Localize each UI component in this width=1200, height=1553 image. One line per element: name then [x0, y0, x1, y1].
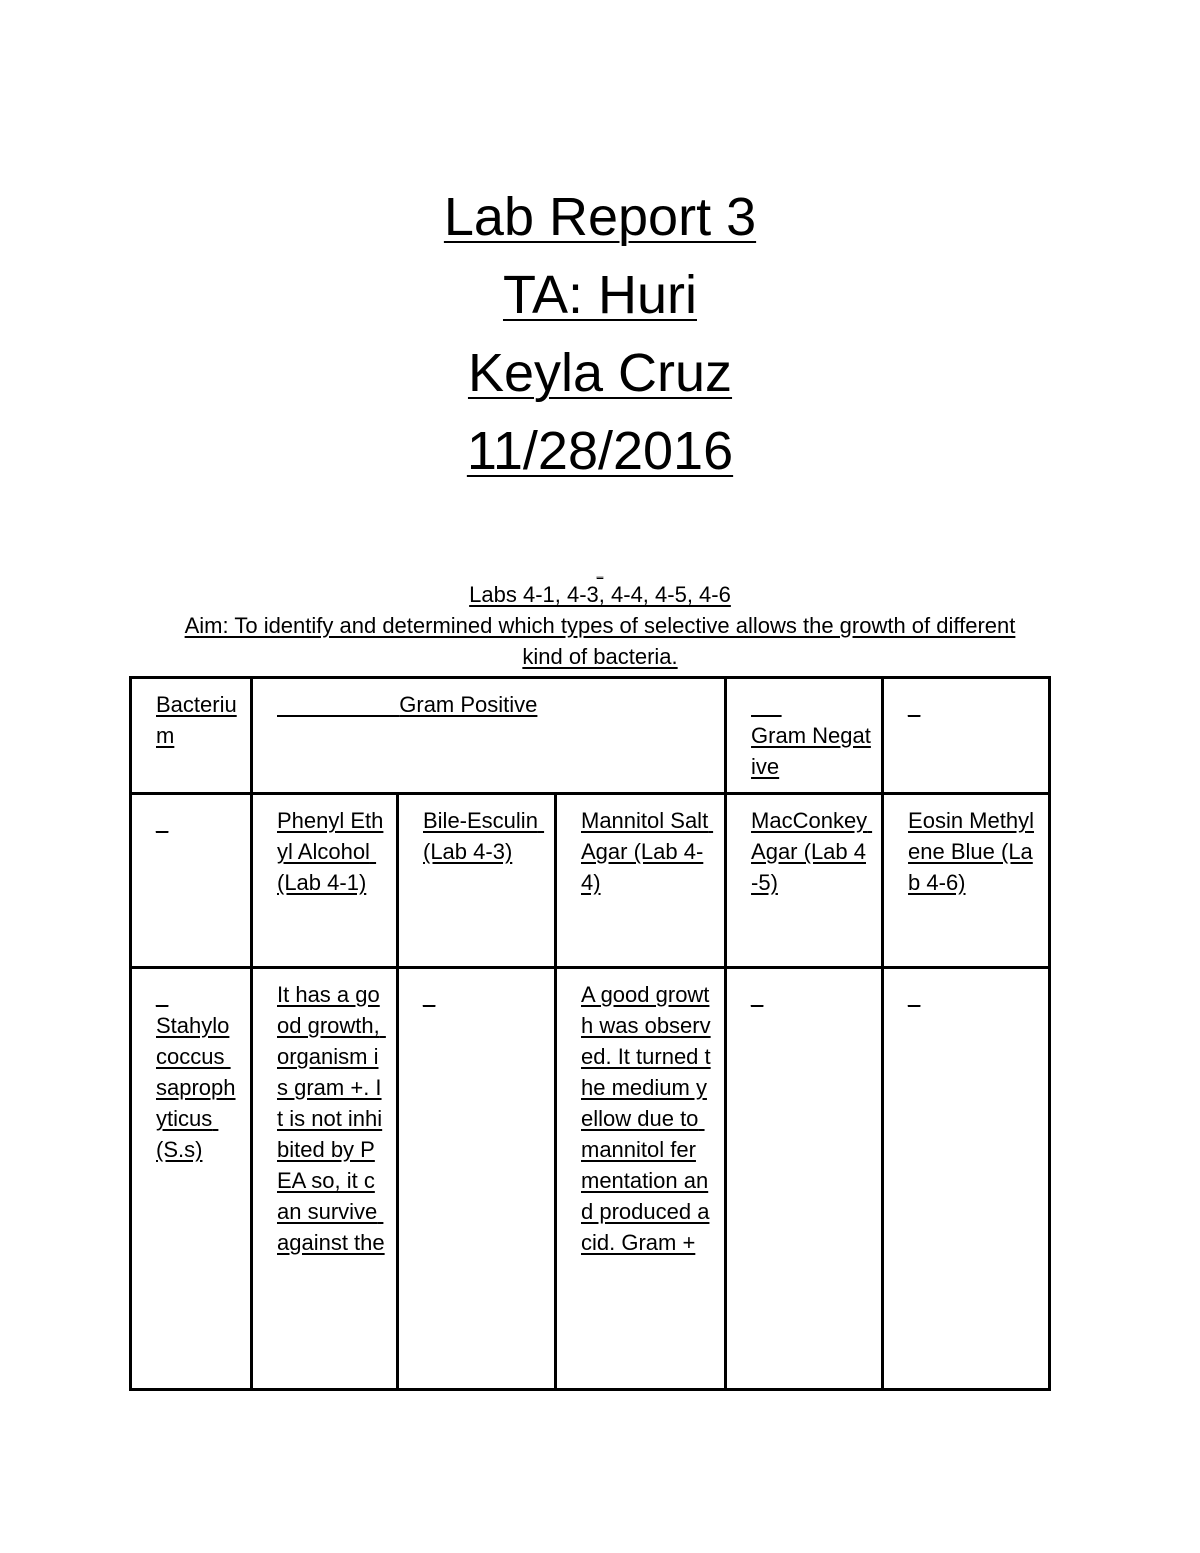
table-row [131, 678, 1050, 794]
table-cell [883, 968, 1050, 1390]
gram-positive-header: Gram Positive [277, 692, 538, 717]
table-cell [726, 794, 883, 968]
blank-cell: _ [156, 808, 169, 833]
aim-line-1: Aim: To identify and determined which types of selective allows the growth of different [184, 613, 1016, 638]
blank-cell: _ [908, 692, 921, 717]
report-title: Lab Report 3 [443, 187, 757, 247]
report-date: 11/28/2016 [466, 421, 734, 481]
table-cell [131, 794, 252, 968]
mannitol-result: A good growth was observed. It turned the medium yellow due to mannitol fermentation and produced acid. Gram + [581, 982, 711, 1255]
table-cell [131, 968, 252, 1390]
gram-negative-prefix [751, 692, 782, 717]
labs-line: Labs 4-1, 4-3, 4-4, 4-5, 4-6 [469, 582, 731, 607]
table-cell [252, 794, 398, 968]
eosin-result: _ [908, 982, 921, 1007]
macconkey-result: _ [751, 982, 764, 1007]
table-cell [556, 968, 726, 1390]
table-cell [726, 968, 883, 1390]
pea-result: It has a good growth, organism is gram +. It is not inhibited by PEA so, it can survive against the [277, 982, 386, 1255]
table-cell [252, 968, 398, 1390]
macconkey-header: MacConkey Agar (Lab 4-5) [751, 808, 873, 895]
table-cell [883, 678, 1050, 794]
title-block [0, 178, 1200, 490]
table-cell [252, 678, 726, 794]
pea-header: Phenyl Ethyl Alcohol (Lab 4-1) [277, 808, 384, 895]
row-mark: _ [156, 982, 169, 1007]
bacterium-header: Bacterium [156, 692, 237, 748]
bacterium-name: Stahylococcus saprophyticus (S.s) [156, 1013, 236, 1162]
results-table [129, 676, 1051, 1391]
subtitle-block [140, 563, 1060, 672]
bile-esculin-header: Bile-Esculin (Lab 4-3) [423, 808, 545, 864]
table-row [131, 968, 1050, 1390]
ta-name: TA: Huri [502, 265, 697, 325]
table-row [131, 794, 1050, 968]
table-cell [726, 678, 883, 794]
table-cell [131, 678, 252, 794]
author-name: Keyla Cruz [467, 343, 733, 403]
mannitol-header: Mannitol Salt Agar (Lab 4-4) [581, 808, 714, 895]
eosin-header: Eosin Methylene Blue (Lab 4-6) [908, 808, 1034, 895]
aim-line-2: kind of bacteria. [522, 644, 678, 669]
header-mark: _ [596, 564, 604, 578]
bile-result: _ [423, 982, 436, 1007]
table-cell [398, 968, 556, 1390]
table-cell [556, 794, 726, 968]
gram-negative-header: Gram Negative [751, 723, 871, 779]
table-cell [398, 794, 556, 968]
table-cell [883, 794, 1050, 968]
